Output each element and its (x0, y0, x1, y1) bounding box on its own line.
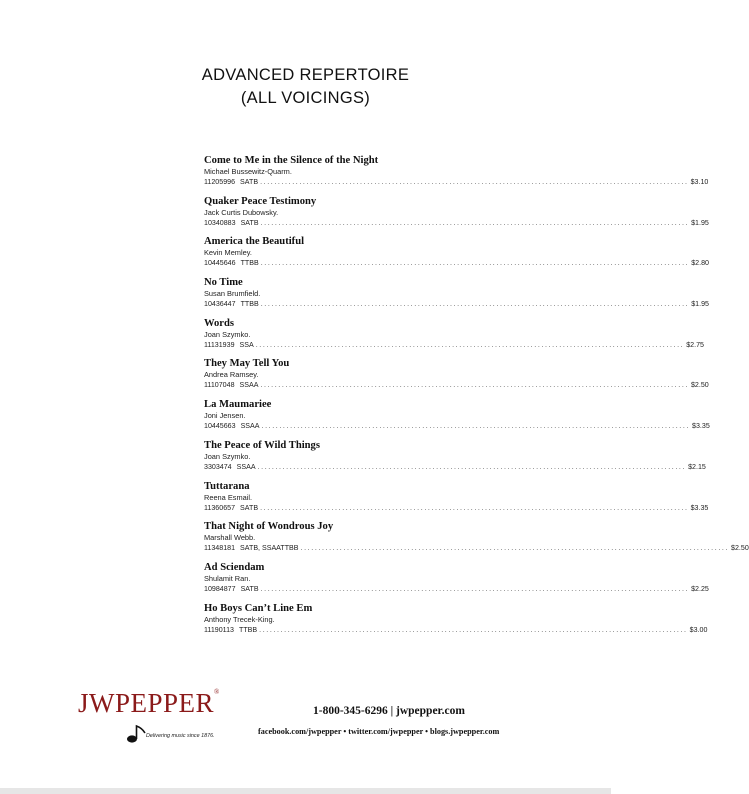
item-voicing: SATB (240, 178, 259, 186)
dot-leader: ........................................................................................................................ (300, 544, 730, 553)
item-title[interactable]: Come to Me in the Silence of the Night (204, 155, 379, 166)
repertoire-item (204, 277, 709, 318)
item-number: 10340883 (204, 218, 236, 227)
item-composer: Michael Bussewitz-Quarm. (204, 167, 292, 176)
item-order-line (204, 421, 710, 431)
item-voicing: TTBB (238, 625, 258, 634)
item-voicing: SATB, SSAATTBB (240, 544, 299, 553)
dot-leader: ........................................................................................................................ (259, 625, 688, 634)
item-composer: Marshall Webb. (204, 533, 256, 543)
item-title[interactable]: Words (204, 317, 235, 329)
item-title[interactable]: They May Tell You (204, 358, 290, 370)
repertoire-item (204, 521, 749, 562)
item-title[interactable]: Ho Boys Can’t Line Em (204, 602, 313, 614)
item-order-line (204, 462, 706, 472)
logo-wordmark (78, 688, 220, 719)
item-order-line (204, 625, 708, 635)
item-order-line (204, 340, 704, 350)
item-voicing: SATB (240, 218, 259, 227)
item-price: $1.95 (691, 300, 709, 309)
item-price: $3.00 (689, 625, 708, 634)
item-price: $2.80 (691, 259, 709, 268)
item-title[interactable]: America the Beautiful (204, 236, 305, 248)
dot-leader: ........................................................................................................................ (260, 259, 690, 268)
item-number: 11348181 (204, 544, 236, 553)
item-number: 10436447 (204, 300, 236, 309)
item-composer: Reena Esmail. (204, 492, 253, 502)
item-order-line (204, 299, 709, 309)
item-voicing: SSAA (239, 381, 259, 390)
page-title: ADVANCED REPERTOIRE (201, 66, 410, 84)
dot-leader: ........................................................................................................................ (260, 300, 690, 309)
item-composer: Susan Brumfield. (204, 289, 261, 299)
item-title[interactable]: La Maumariee (204, 399, 272, 411)
repertoire-item (204, 561, 709, 603)
item-price: $2.75 (686, 340, 704, 349)
item-title[interactable]: That Night of Wondrous Joy (204, 521, 334, 533)
dot-leader: ........................................................................................................................ (261, 422, 691, 431)
item-number: 11360657 (204, 503, 236, 512)
item-order-line (204, 380, 709, 390)
item-order-line (204, 503, 709, 513)
jwpepper-logo[interactable] (78, 686, 228, 746)
page-bottom-edge (0, 788, 611, 794)
item-price: $1.95 (691, 218, 709, 227)
dot-leader: ........................................................................................................................ (260, 503, 689, 512)
item-composer: Joni Jensen. (204, 411, 246, 421)
repertoire-item (204, 236, 709, 277)
item-composer: Jack Curtis Dubowsky. (204, 207, 279, 217)
item-title[interactable]: Ad Sciendam (204, 561, 265, 573)
logo-text: JWPEPPER (78, 688, 215, 718)
item-order-line (204, 543, 749, 553)
repertoire-item (204, 480, 709, 522)
item-number: 11190113 (204, 625, 234, 634)
repertoire-item (204, 358, 709, 399)
item-number: 3303474 (204, 462, 232, 471)
item-voicing: TTBB (240, 259, 259, 268)
dot-leader: ........................................................................................................................ (260, 178, 689, 186)
item-title[interactable]: The Peace of Wild Things (204, 439, 320, 451)
repertoire-item (204, 399, 710, 440)
dot-leader: ........................................................................................................................ (260, 584, 690, 593)
logo-tagline: Delivering music since 1876. (146, 733, 215, 739)
item-voicing: SSA (239, 340, 254, 349)
item-number: 11107048 (204, 381, 235, 390)
item-price: $2.50 (690, 381, 709, 390)
item-voicing: SATB (240, 584, 259, 593)
item-composer: Joan Szymko. (204, 329, 251, 339)
music-note-icon (126, 724, 148, 744)
item-price: $3.35 (690, 503, 709, 512)
item-number: 11131939 (204, 340, 235, 349)
item-price: $2.15 (688, 462, 706, 471)
item-composer: Andrea Ramsey. (204, 370, 259, 380)
social-links[interactable]: facebook.com/jwpepper • twitter.com/jwpepper • blogs.jwpepper.com (258, 727, 500, 736)
repertoire-item (204, 195, 709, 237)
item-price: $3.10 (690, 178, 709, 186)
item-voicing: SATB (240, 503, 259, 512)
dot-leader: ........................................................................................................................ (260, 381, 689, 390)
item-voicing: SSAA (236, 462, 256, 471)
item-title[interactable]: Quaker Peace Testimony (204, 195, 317, 207)
repertoire-list (204, 155, 749, 643)
item-order-line (204, 218, 709, 228)
item-voicing: SSAA (240, 422, 260, 431)
item-composer: Kevin Memley. (204, 248, 252, 258)
dot-leader: ........................................................................................................................ (255, 340, 685, 349)
item-price: $2.25 (691, 584, 709, 593)
phone-and-website[interactable]: 1-800-345-6296 | jwpepper.com (313, 705, 465, 717)
dot-leader: ........................................................................................................................ (260, 218, 690, 227)
item-order-line (204, 584, 709, 594)
item-price: $2.50 (731, 544, 749, 553)
repertoire-item (204, 155, 709, 196)
item-title[interactable]: Tuttarana (204, 480, 250, 492)
item-composer: Joan Szymko. (204, 451, 251, 461)
item-number: 11205996 (204, 178, 236, 186)
item-number: 10445646 (204, 259, 236, 268)
logo-registered-mark: ® (214, 688, 220, 696)
repertoire-item (204, 602, 708, 644)
item-number: 10984877 (204, 584, 236, 593)
dot-leader: ........................................................................................................................ (257, 462, 687, 471)
item-order-line (204, 177, 709, 187)
item-price: $3.35 (692, 422, 710, 431)
item-title[interactable]: No Time (204, 277, 243, 289)
item-number: 10445663 (204, 422, 236, 431)
repertoire-item (204, 317, 704, 359)
item-order-line (204, 258, 709, 268)
repertoire-item (204, 439, 706, 481)
item-voicing: TTBB (240, 300, 259, 309)
item-composer: Anthony Trecek-King. (204, 614, 275, 624)
page-subtitle: (ALL VOICINGS) (240, 89, 371, 107)
item-composer: Shulamit Ran. (204, 573, 251, 583)
